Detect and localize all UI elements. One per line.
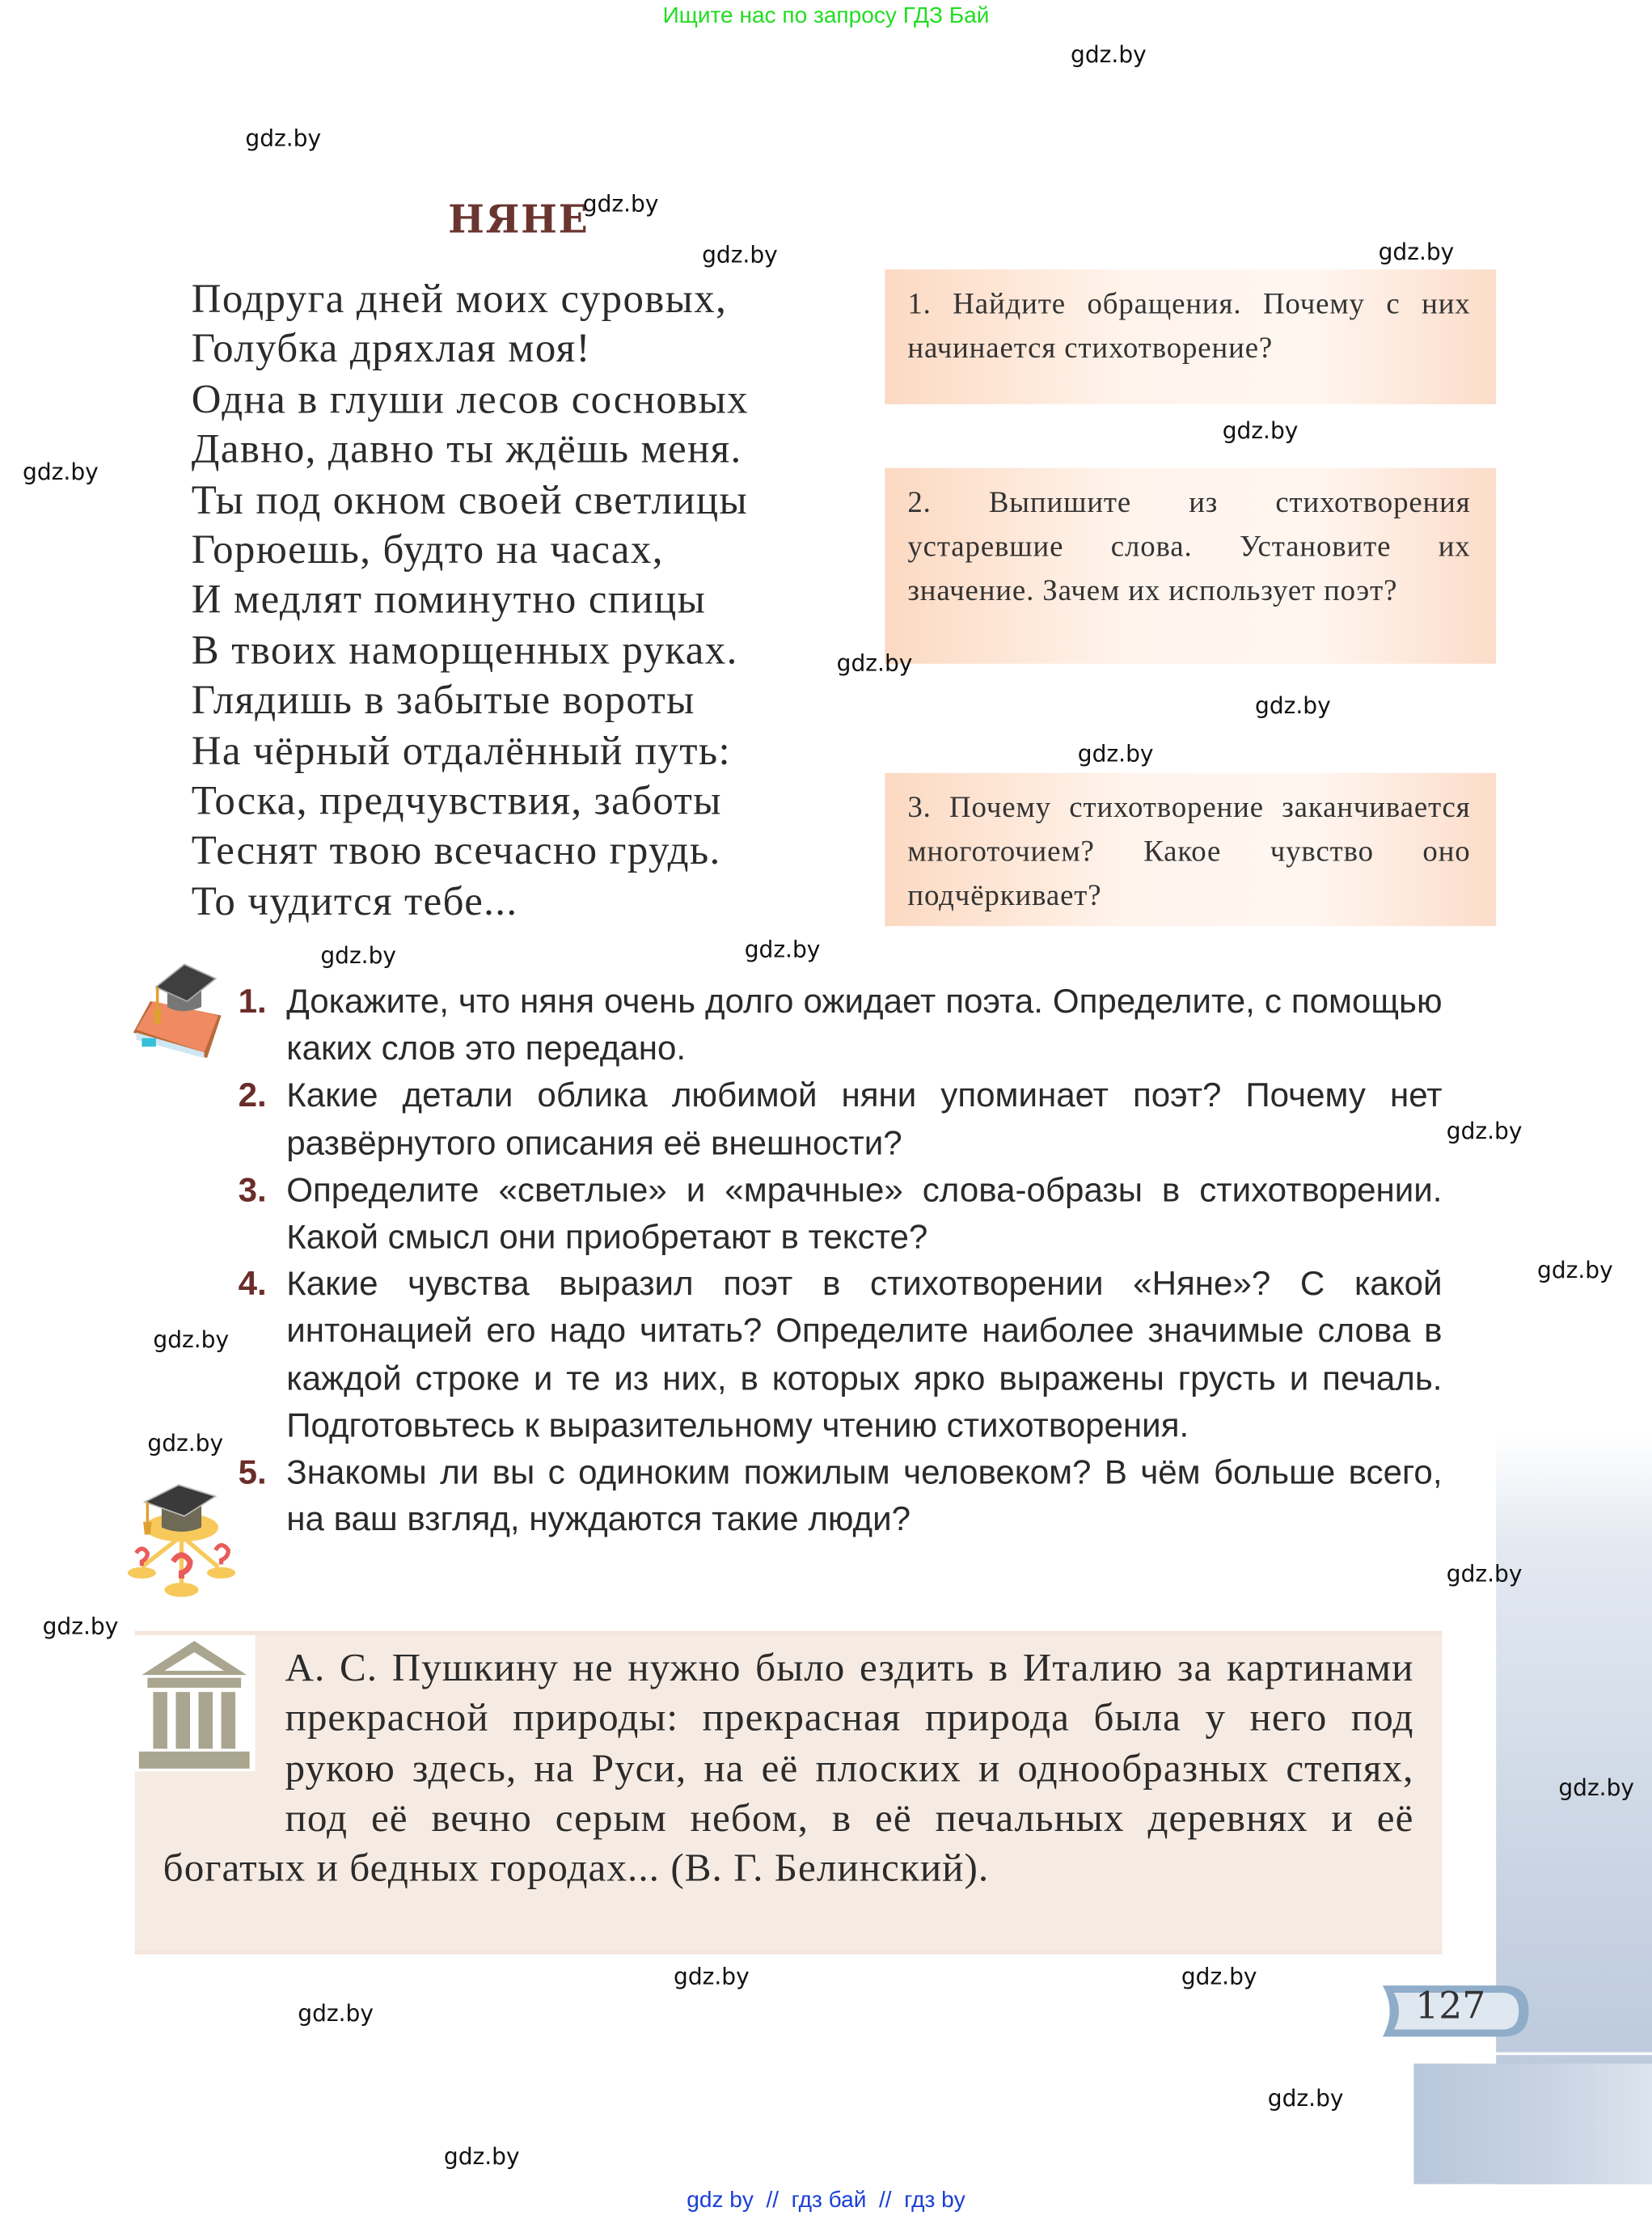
poem-line: Ты под окном своей светлицы — [191, 477, 749, 523]
poem-text — [192, 275, 749, 928]
watermark: gdz.by — [245, 125, 322, 152]
watermark: gdz.by — [702, 241, 778, 268]
search-banner[interactable]: Ищите нас по запросу ГДЗ Бай — [662, 4, 990, 29]
watermark: gdz.by — [674, 1963, 750, 1990]
poem-line: Глядишь в забытые вороты — [191, 678, 695, 724]
watermark: gdz.by — [1378, 238, 1455, 265]
poem-line: Подруга дней моих суровых, — [191, 276, 728, 323]
task-number: 5. — [238, 1453, 267, 1492]
watermark: gdz.by — [1267, 2084, 1344, 2112]
task-item — [239, 1167, 1443, 1261]
task-item — [239, 1449, 1443, 1543]
task-text: Какие чувства выразил поэт в стихотворении «Няне»? С какой интонацией его надо читать? Определите наиболее значимые слова в каждой строке и те из них, в которых ярко выражены грусть и печаль. Подготовьтесь к выразительному чтению стихотворения. — [286, 1265, 1443, 1445]
watermark: gdz.by — [1255, 691, 1331, 720]
task-text: Какие детали облика любимой няни упоминает поэт? Почему нет развёрнутого описания её внешности? — [286, 1076, 1443, 1163]
side-question-2: 2. Выпишите из стихотворения устаревшие слова. Установите их значение. Зачем их использует поэт? — [885, 468, 1496, 664]
graduation-cap-questions-icon — [122, 1479, 244, 1607]
watermark: gdz.by — [1558, 1774, 1635, 1802]
poem-line: Теснят твою всечасно грудь. — [191, 828, 721, 875]
watermark: gdz.by — [320, 941, 397, 969]
task-number: 2. — [238, 1076, 267, 1116]
poem-line: На чёрный отдалённый путь: — [191, 728, 732, 774]
watermark: gdz.by — [23, 458, 99, 485]
side-question-1: 1. Найдите обращения. Почему с них начинается стихотворение? — [885, 269, 1496, 404]
poem-line: И медлят поминутно спицы — [191, 577, 707, 624]
task-list — [239, 979, 1443, 1544]
task-item — [239, 1073, 1443, 1167]
task-text: Определите «светлые» и «мрачные» слова-образы в стихотворении. Какой смысл они приобретают в тексте? — [286, 1171, 1443, 1257]
watermark: gdz.by — [443, 2142, 520, 2171]
footer-links[interactable]: gdz by // гдз бай // гдз by — [687, 2188, 965, 2213]
museum-temple-icon — [133, 1635, 256, 1771]
task-number: 3. — [238, 1171, 267, 1210]
poem-line: Горюешь, будто на часах, — [191, 527, 664, 573]
watermark: gdz.by — [1446, 1560, 1523, 1588]
watermark: gdz.by — [153, 1326, 230, 1354]
poem-line: Тоска, предчувствия, заботы — [191, 778, 722, 825]
watermark: gdz.by — [298, 1999, 374, 2027]
task-item — [239, 1261, 1443, 1449]
task-text: Докажите, что няня очень долго ожидает поэта. Определите, с помощью каких слов это передано. — [286, 983, 1443, 1068]
watermark: gdz.by — [1222, 416, 1299, 444]
poem-line: Давно, давно ты ждёшь меня. — [191, 427, 742, 473]
page-number: 127 — [1415, 1985, 1486, 2028]
side-question-3: 3. Почему стихотворение заканчивается многоточием? Какое чувство оно подчёркивает? — [885, 773, 1496, 926]
task-number: 1. — [238, 983, 267, 1021]
watermark: gdz.by — [836, 649, 913, 677]
graduation-cap-book-icon — [125, 959, 226, 1064]
quote-container — [163, 1644, 1414, 1895]
divider — [1413, 2053, 1652, 2056]
poem-title: НЯНЕ — [448, 198, 589, 243]
watermark: gdz.by — [582, 189, 659, 218]
watermark: gdz.by — [1446, 1117, 1523, 1145]
quote-box — [135, 1631, 1443, 1955]
watermark: gdz.by — [1181, 1963, 1257, 1990]
quote-text: А. С. Пушкину не нужно было ездить в Италию за картинами прекрасной природы: прекрасная природа была у него под рукою здесь, на Руси, на её плоских и однообразных степях, под её вечно серым небом, в её печальных деревнях и её богатых и бедных городах... (В. Г. Белинский). — [163, 1647, 1414, 1892]
side-decoration-lower — [1413, 2064, 1652, 2184]
task-number: 4. — [238, 1265, 267, 1304]
watermark: gdz.by — [1077, 740, 1154, 767]
task-item — [239, 979, 1443, 1072]
task-text: Знакомы ли вы с одиноким пожилым человеком? В чём больше всего, на ваш взгляд, нуждаются такие люди? — [286, 1453, 1443, 1540]
poem-line: Одна в глуши лесов сосновых — [191, 377, 750, 423]
poem-line: То чудится тебе... — [191, 879, 518, 925]
watermark: gdz.by — [42, 1612, 119, 1640]
watermark: gdz.by — [1071, 40, 1147, 69]
watermark: gdz.by — [744, 936, 821, 963]
watermark: gdz.by — [1537, 1256, 1613, 1284]
watermark: gdz.by — [147, 1429, 224, 1457]
poem-line: Голубка дряхлая моя! — [191, 327, 591, 373]
poem-line: В твоих наморщенных руках. — [191, 628, 738, 674]
